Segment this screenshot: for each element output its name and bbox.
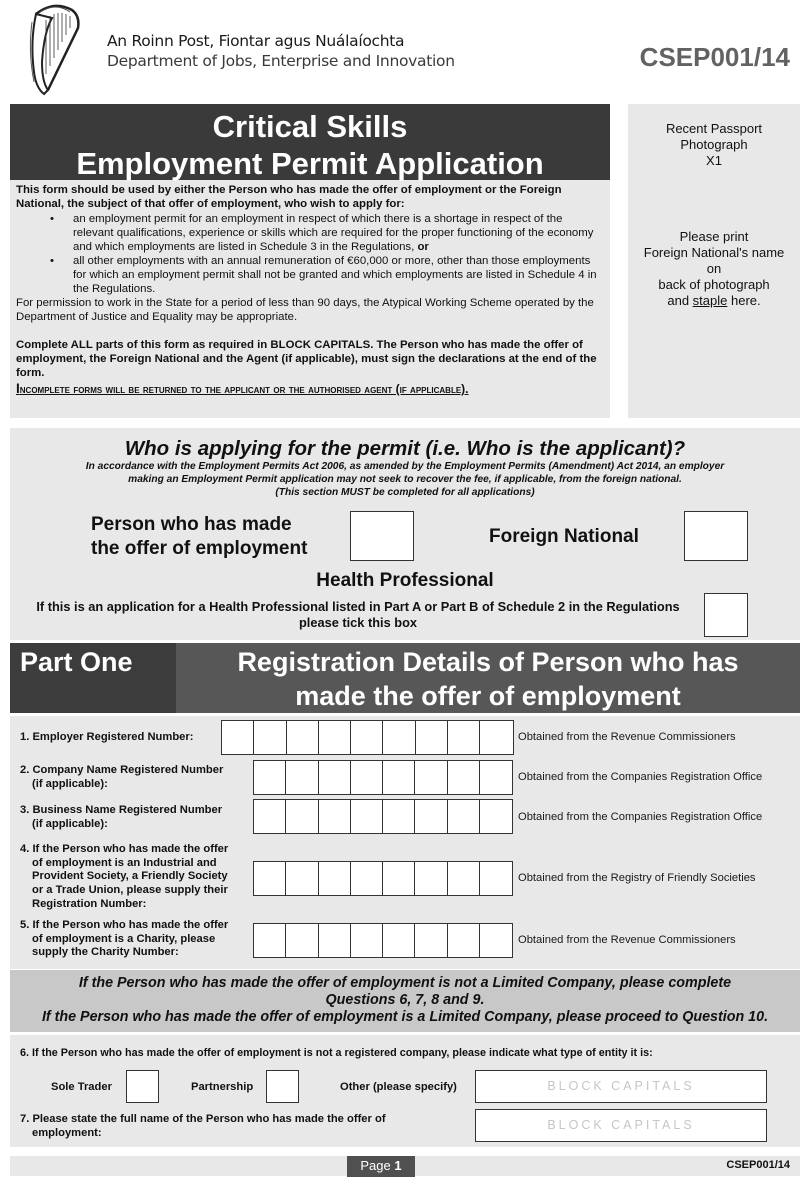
question-label-text: supply the Charity Number: <box>32 946 179 959</box>
other-entity-input[interactable]: BLOCK CAPITALS <box>475 1070 767 1103</box>
char-box[interactable] <box>383 862 415 895</box>
page-label: Page <box>360 1158 395 1173</box>
notice-line-1: If the Person who has made the offer of employment is not a Limited Company, please complete <box>78 975 732 991</box>
intro-bullets <box>16 212 604 296</box>
page-footer <box>10 1156 800 1176</box>
question-1-source: Obtained from the Revenue Commissioners <box>518 731 736 743</box>
char-box[interactable] <box>254 761 286 794</box>
question-4-source: Obtained from the Registry of Friendly Societies <box>518 872 756 884</box>
question-2-label <box>20 764 223 791</box>
intro-lead: This form should be used by either the Person who has made the offer of employment or the Foreign National, the subject of that offer of employment, who wish to apply for: <box>16 184 562 210</box>
bullet-2-text: all other employments with an annual remuneration of €60,000 or more, other than those employments for which an employment permit shall not be granted and which employments are listed in Schedule 4 in the Regulations. <box>73 255 597 295</box>
question-5-label <box>20 919 228 960</box>
char-box[interactable] <box>351 761 383 794</box>
question-label-text: 5. If the Person who has made the offer <box>20 919 229 931</box>
photo-line <box>628 293 800 309</box>
question-label-text: or a Trade Union, please supply their <box>32 884 228 897</box>
question-label-text: Registration Number: <box>32 897 147 910</box>
question-label-text: 7. Please state the full name of the Person who has made the offer of <box>20 1113 386 1125</box>
char-box[interactable] <box>254 800 286 833</box>
question-6-label: 6. If the Person who has made the offer of employment is not a registered company, please indicate what type of entity it is: <box>20 1047 653 1059</box>
friendly-society-registration-number-input[interactable] <box>253 861 513 896</box>
applicant-subtext-2: making an Employment Permit application may not seek to recover the fee, if applicable, from the foreign national. <box>128 474 682 485</box>
photo-text: and <box>667 293 693 308</box>
employer-applicant-checkbox[interactable] <box>350 511 414 561</box>
question-7-label <box>20 1113 386 1140</box>
char-box[interactable] <box>287 721 319 754</box>
part-one-title-line1: Registration Details of Person who has <box>237 647 739 677</box>
harp-emblem-icon <box>26 2 84 98</box>
char-box[interactable] <box>319 800 351 833</box>
passport-photo-area[interactable] <box>628 104 800 418</box>
char-box[interactable] <box>319 862 351 895</box>
photo-staple-text: staple <box>692 293 728 308</box>
atypical-note: For permission to work in the State for a period of less than 90 days, the Atypical Working Scheme operated by the Department of Justice and Equality may be appropriate. <box>16 297 594 323</box>
health-professional-title: Health Professional <box>316 570 494 591</box>
bullet-item <box>16 212 604 254</box>
sole-trader-label: Sole Trader <box>51 1081 112 1093</box>
char-box[interactable] <box>351 800 383 833</box>
char-box[interactable] <box>480 721 512 754</box>
intro-text <box>10 180 610 398</box>
char-box[interactable] <box>383 924 415 957</box>
partnership-label: Partnership <box>191 1081 254 1093</box>
question-1-label <box>20 731 193 745</box>
question-label-text: Provident Society, a Friendly Society <box>32 870 228 883</box>
page-number-badge <box>347 1156 415 1177</box>
page-number: 1 <box>394 1158 402 1173</box>
char-box[interactable] <box>415 924 447 957</box>
notice-line-3: If the Person who has made the offer of employment is a Limited Company, please proceed to Question 10. <box>41 1009 769 1025</box>
option-employer-label-line1: Person who has made <box>91 514 292 535</box>
partnership-checkbox[interactable] <box>266 1070 299 1103</box>
char-box[interactable] <box>480 924 512 957</box>
footer-form-code: CSEP001/14 <box>726 1159 790 1171</box>
question-label-text: 1. Employer Registered Number: <box>20 731 194 743</box>
char-box[interactable] <box>383 721 415 754</box>
form-title-line2: Employment Permit Application <box>76 146 544 181</box>
bullet-icon: • <box>50 213 54 225</box>
sole-trader-checkbox[interactable] <box>126 1070 159 1103</box>
char-box[interactable] <box>415 800 447 833</box>
foreign-national-applicant-checkbox[interactable] <box>684 511 748 561</box>
char-box[interactable] <box>319 924 351 957</box>
photo-line: Please print <box>679 229 749 244</box>
limited-company-notice <box>10 970 800 1032</box>
char-box[interactable] <box>351 924 383 957</box>
photo-text: here. <box>727 293 761 308</box>
charity-number-input[interactable] <box>253 923 513 958</box>
option-employer-label-line2: the offer of employment <box>91 538 308 559</box>
char-box[interactable] <box>448 761 480 794</box>
question-4-label <box>20 843 228 912</box>
applicant-subtext-3: (This section MUST be completed for all applications) <box>275 487 535 498</box>
question-label-text: of employment is an Industrial and <box>32 856 217 869</box>
company-name-registered-number-input[interactable] <box>253 760 513 795</box>
char-box[interactable] <box>286 862 318 895</box>
photo-line: back of photograph <box>658 277 770 292</box>
employer-registered-number-input[interactable] <box>221 720 514 755</box>
char-box[interactable] <box>383 761 415 794</box>
department-name-english: Department of Jobs, Enterprise and Innovation <box>107 52 455 70</box>
option-employer-label <box>91 513 307 561</box>
char-box[interactable] <box>416 721 448 754</box>
option-foreign-national-label: Foreign National <box>489 526 639 547</box>
char-box[interactable] <box>448 924 480 957</box>
part-one-title <box>176 643 800 713</box>
char-box[interactable] <box>319 761 351 794</box>
char-box[interactable] <box>222 721 254 754</box>
form-title-line1: Critical Skills <box>212 109 408 144</box>
photo-line: on <box>706 261 722 276</box>
char-box[interactable] <box>351 721 383 754</box>
char-box[interactable] <box>286 800 318 833</box>
question-label-text: employment: <box>32 1126 102 1139</box>
char-box[interactable] <box>480 862 512 895</box>
question-5-source: Obtained from the Revenue Commissioners <box>518 934 736 946</box>
form-title <box>10 104 610 180</box>
question-label-text: of employment is a Charity, please <box>32 932 216 945</box>
char-box[interactable] <box>448 800 480 833</box>
health-professional-text: If this is an application for a Health Professional listed in Part A or Part B of Schedule 2 in the Regulations please tick this box <box>36 599 680 630</box>
question-2-source: Obtained from the Companies Registration Office <box>518 771 763 783</box>
question-3-label <box>20 804 222 831</box>
warning-text: ncomplete forms will be returned to the applicant or the authorised agent (if applicable) <box>19 382 466 396</box>
bullet-item <box>16 254 604 296</box>
question-label-text: 3. Business Name Registered Number <box>20 804 223 816</box>
incomplete-warning <box>16 380 604 398</box>
business-name-registered-number-input[interactable] <box>253 799 513 834</box>
char-box[interactable] <box>383 800 415 833</box>
department-name-irish: An Roinn Post, Fiontar agus Nuálaíochta <box>107 32 405 50</box>
char-box[interactable] <box>415 862 447 895</box>
char-box[interactable] <box>286 761 318 794</box>
question-label-text: (if applicable): <box>32 777 108 790</box>
warning-initial: I <box>16 381 20 396</box>
complete-all-note: Complete ALL parts of this form as required in BLOCK CAPITALS. The Person who has made the offer of employment, the Foreign National and the Agent (if applicable), must sign the declarations at the end of the form. <box>16 339 597 379</box>
employer-full-name-input[interactable]: BLOCK CAPITALS <box>475 1109 767 1142</box>
part-one-header <box>10 643 800 713</box>
char-box[interactable] <box>319 721 351 754</box>
other-specify-label: Other (please specify) <box>340 1081 457 1093</box>
bullet-1-or: or <box>417 241 429 253</box>
char-box[interactable] <box>254 721 286 754</box>
notice-line-2: Questions 6, 7, 8 and 9. <box>325 992 485 1008</box>
bullet-1-text: an employment permit for an employment in respect of which there is a shortage in respect of the relevant qualifications, experience or skills which are required for the proper functioning of the economy and which employments are listed in Schedule 3 in the Regulations, <box>73 213 594 253</box>
char-box[interactable] <box>480 800 512 833</box>
entity-type-section <box>10 1035 800 1147</box>
question-3-source: Obtained from the Companies Registration Office <box>518 811 763 823</box>
question-label-text: (if applicable): <box>32 817 108 830</box>
char-box[interactable] <box>254 862 286 895</box>
applicant-title: Who is applying for the permit (i.e. Who is the applicant)? <box>124 437 686 460</box>
photo-line: Foreign National's name <box>643 245 785 260</box>
part-one-body <box>10 716 800 969</box>
char-box[interactable] <box>448 862 480 895</box>
part-one-title-line2: made the offer of employment <box>295 681 681 711</box>
bullet-icon: • <box>50 255 54 267</box>
char-box[interactable] <box>254 924 286 957</box>
char-box[interactable] <box>415 761 447 794</box>
char-box[interactable] <box>351 862 383 895</box>
part-one-label: Part One <box>10 643 176 713</box>
char-box[interactable] <box>448 721 480 754</box>
bullet-text <box>73 212 604 254</box>
photo-line: Photograph <box>680 137 748 152</box>
health-professional-checkbox[interactable] <box>704 593 748 637</box>
department-name <box>107 31 455 71</box>
warning-end: . <box>465 382 469 396</box>
question-label-text: 4. If the Person who has made the offer <box>20 843 229 855</box>
intro-section <box>10 104 610 418</box>
question-label-text: 2. Company Name Registered Number <box>20 764 224 776</box>
char-box[interactable] <box>286 924 318 957</box>
applicant-section <box>10 428 800 640</box>
photo-line: X1 <box>706 153 722 168</box>
photo-line: Recent Passport <box>665 121 763 136</box>
applicant-subtext-1: In accordance with the Employment Permits Act 2006, as amended by the Employment Permits (Amendment) Act 2014, an employer <box>85 461 725 472</box>
char-box[interactable] <box>480 761 512 794</box>
form-code: CSEP001/14 <box>639 42 790 72</box>
